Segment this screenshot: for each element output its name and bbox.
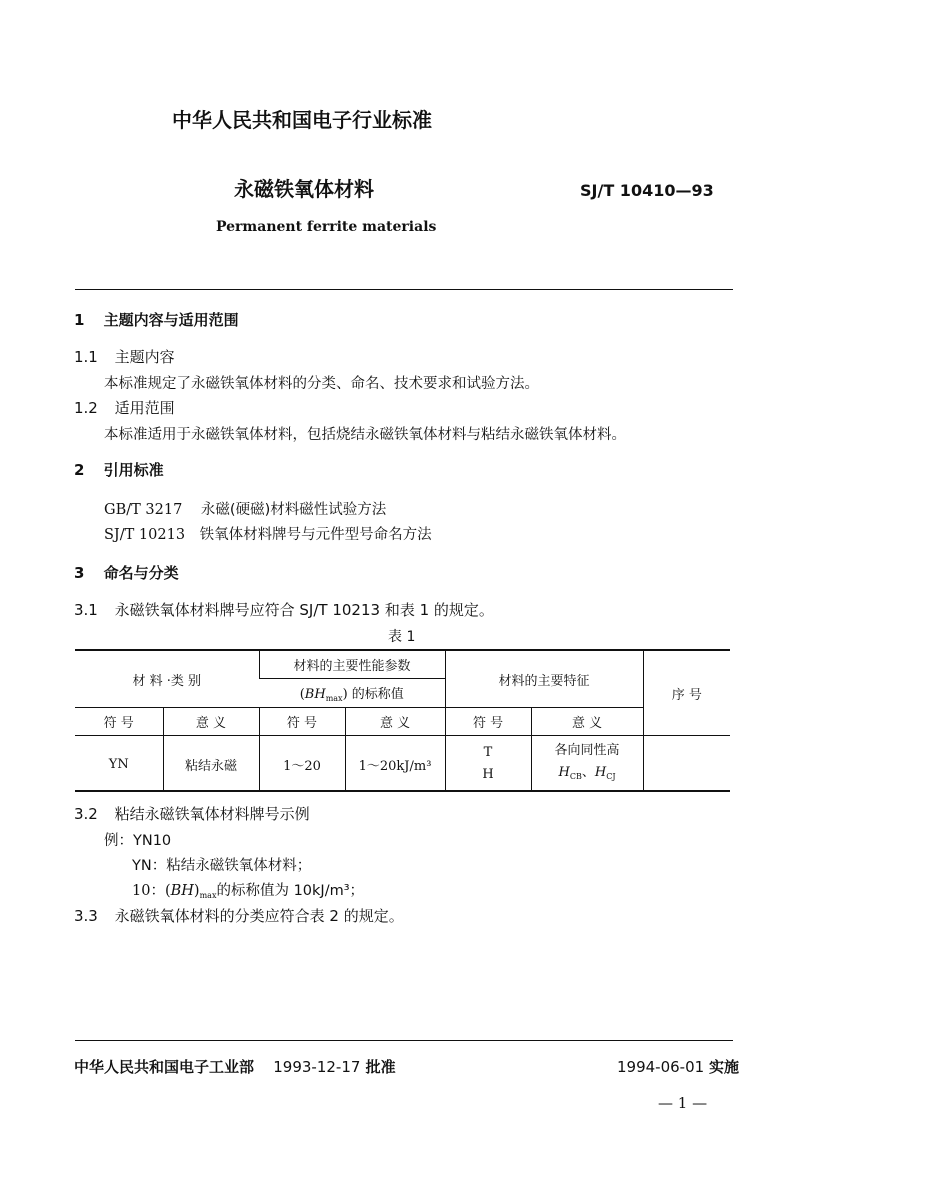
cell-serial — [643, 736, 730, 793]
header-main-features: 材料的主要特征 — [445, 651, 643, 708]
hcj-symbol: H — [594, 765, 607, 780]
subheader-meaning: 意 义 — [531, 708, 643, 736]
max-subscript: max — [325, 694, 343, 703]
section-number: 3.2 — [74, 805, 98, 823]
hcb-symbol: H — [558, 765, 570, 780]
subheader-meaning: 意 义 — [163, 708, 259, 736]
hcj-subscript: CJ — [606, 772, 616, 781]
bh-nominal-label: 的标称值 — [347, 687, 404, 702]
section-title: 命名与分类 — [103, 564, 179, 582]
header-main-params: 材料的主要性能参数 — [259, 651, 445, 679]
reference-code: SJ/T 10213 — [104, 527, 186, 543]
effective-date: 1994-06-01 — [617, 1058, 705, 1076]
section-number: 3.1 — [74, 601, 98, 619]
section-title: 粘结永磁铁氧体材料牌号示例 — [114, 805, 310, 823]
max-subscript: max — [199, 891, 217, 900]
section-number: 1.1 — [74, 348, 98, 366]
approve-date: 1993-12-17 — [273, 1058, 361, 1076]
section-1-2-heading — [74, 397, 175, 418]
cell-param-meaning: 1～20kJ/m³ — [345, 736, 445, 793]
footer-approval — [74, 1056, 396, 1077]
document-title-cn: 永磁铁氧体材料 — [234, 177, 374, 201]
cell-feature-meaning — [531, 736, 643, 793]
subheader-symbol: 符 号 — [259, 708, 345, 736]
section-title: 主题内容与适用范围 — [103, 311, 239, 329]
section-1-1-heading — [74, 346, 175, 367]
effective-label: 实施 — [708, 1058, 739, 1076]
section-1-1-text: 本标准规定了永磁铁氧体材料的分类、命名、技术要求和试验方法。 — [104, 376, 539, 392]
feature-symbol-t: T — [483, 745, 493, 760]
section-text: 永磁铁氧体材料的分类应符合表 2 的规定。 — [114, 907, 404, 925]
document-title-en: Permanent ferrite materials — [216, 219, 437, 235]
cell-symbol: YN — [108, 756, 129, 772]
section-number: 1.2 — [74, 399, 98, 417]
section-number: 2 — [74, 461, 85, 479]
bh-symbol: BH — [170, 883, 194, 899]
section-title: 引用标准 — [103, 461, 164, 479]
section-number: 1 — [74, 311, 85, 329]
header-divider — [75, 289, 733, 290]
reference-code: GB/T 3217 — [104, 502, 183, 518]
page-number: — 1 — — [658, 1094, 708, 1112]
org-standard-title: 中华人民共和国电子行业标准 — [172, 108, 432, 132]
cell-meaning: 粘结永磁 — [163, 736, 259, 793]
section-3-3 — [74, 905, 404, 926]
section-title: 适用范围 — [114, 399, 175, 417]
issuer: 中华人民共和国电子工业部 — [74, 1058, 255, 1076]
table-row — [75, 736, 730, 793]
reference-title: 铁氧体材料牌号与元件型号命名方法 — [199, 527, 432, 543]
header-serial-number: 序 号 — [643, 651, 730, 736]
section-3-2-heading — [74, 803, 310, 824]
table-1 — [75, 651, 730, 792]
approve-label: 批准 — [365, 1058, 396, 1076]
standard-code: SJ/T 10410—93 — [580, 181, 714, 200]
reference-title: 永磁(硬磁)材料磁性试验方法 — [200, 502, 387, 518]
example-prefix: 10：( — [132, 883, 171, 899]
section-1-2-text: 本标准适用于永磁铁氧体材料，包括烧结永磁铁氧体材料与粘结永磁铁氧体材料。 — [104, 427, 626, 443]
section-3-heading — [74, 562, 179, 583]
section-title: 主题内容 — [114, 348, 175, 366]
section-number: 3 — [74, 564, 85, 582]
cell-param-symbol: 1～20 — [259, 736, 345, 793]
section-3-1 — [74, 599, 494, 620]
subheader-symbol: 符 号 — [75, 708, 163, 736]
example-label: 例：YN10 — [104, 833, 172, 849]
section-number: 3.3 — [74, 907, 98, 925]
example-suffix: 的标称值为 10kJ/m³； — [216, 883, 365, 899]
section-2-heading — [74, 459, 164, 480]
subheader-meaning: 意 义 — [345, 708, 445, 736]
example-line-1: YN：粘结永磁铁氧体材料； — [132, 858, 312, 874]
table-1-caption: 表 1 — [388, 629, 416, 645]
reference-item — [104, 498, 386, 519]
example-line-2: 10：$(BH)_{max}$的标称值为 10kJ/m³； — [132, 883, 365, 900]
separator: 、 — [581, 765, 595, 780]
section-text: 永磁铁氧体材料牌号应符合 SJ/T 10213 和表 1 的规定。 — [114, 601, 494, 619]
table-bottom-border — [75, 790, 730, 792]
bh-symbol: BH — [304, 687, 326, 702]
header-bh-nominal: $(BH_{max})$ 的标称值 — [259, 679, 445, 708]
hcb-subscript: CB — [569, 772, 582, 781]
paren: ( — [299, 687, 305, 702]
cell-feature-symbol — [445, 736, 531, 793]
feature-symbol-h: H — [482, 767, 494, 782]
feature-coercivity — [532, 762, 643, 788]
footer-divider — [75, 1040, 733, 1041]
subheader-symbol: 符 号 — [445, 708, 531, 736]
section-1-heading — [74, 309, 239, 330]
feature-isotropic: 各向同性高 — [554, 743, 620, 758]
footer-effective — [617, 1056, 739, 1077]
header-material-category: 材 料 ·类 别 — [132, 673, 202, 689]
reference-item — [104, 523, 432, 544]
